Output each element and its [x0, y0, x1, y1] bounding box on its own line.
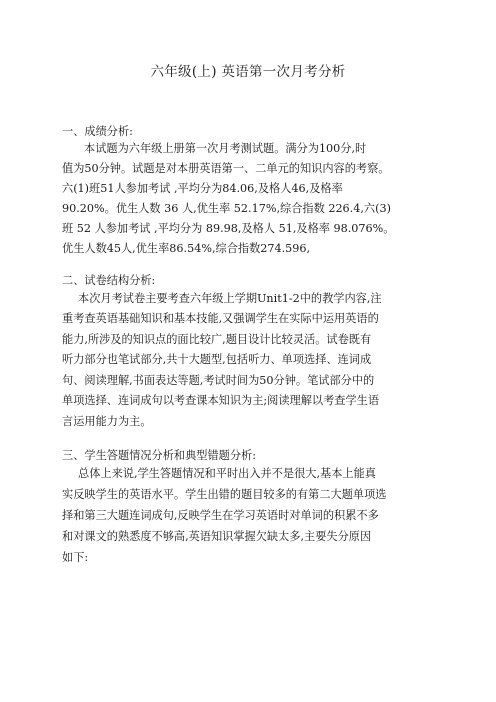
section-heading-answer-analysis: 三、学生答题情况分析和典型错题分析: [62, 449, 256, 462]
paragraph-line: 如下: [62, 551, 89, 564]
paragraph-line: 本次月考试卷主要考查六年级上学期Unit1-2中的教学内容,注 [78, 292, 382, 305]
paragraph-line: 单项选择、连词成句以考查课本知识为主;阅读理解以考查学生语 [62, 394, 380, 407]
paragraph-line: 优生人数45人,优生率86.54%,综合指数274.596, [62, 242, 311, 255]
paragraph-line: 实反映学生的英语水平。学生出错的题目较多的有第二大题单项选 [62, 488, 387, 501]
paragraph-line: 能力,所涉及的知识点的面比较广,题目设计比较灵活。试卷既有 [62, 333, 372, 346]
document-title: 六年级(上) 英语第一次月考分析 [150, 64, 346, 80]
paragraph-line: 句、阅读理解,书面表达等题,考试时间为50分钟。笔试部分中的 [62, 374, 375, 387]
section-heading-score-analysis: 一、成绩分析: [62, 125, 133, 138]
paragraph-line: 和对课文的熟悉度不够高,英语知识掌握欠缺太多,主要失分原因 [62, 530, 372, 543]
paragraph-line: 本试题为六年级上册第一次月考测试题。满分为100分,时 [84, 142, 367, 155]
paragraph-line: 总体上来说,学生答题情况和平时出入并不是很大,基本上能真 [78, 467, 376, 480]
paragraph-line: 重考查英语基础知识和基本技能,又强调学生在实际中运用英语的 [62, 312, 379, 325]
paragraph-line: 90.20%。优生人数 36 人,优生率 52.17%,综合指数 226.4,六(3) [62, 202, 391, 215]
section-heading-structure-analysis: 二、试卷结构分析: [62, 274, 156, 287]
paragraph-line: 择和第三大题连词成句,反映学生在学习英语时对单词的积累不多 [62, 509, 379, 522]
paragraph-line: 言运用能力为主。 [62, 415, 152, 428]
paragraph-line: 班 52 人参加考试 ,平均分为 89.98,及格人 51,及格率 98.076%。 [62, 222, 395, 235]
paragraph-line: 六(1)班51人参加考试 ,平均分为84.06,及格人46,及格率 [62, 182, 343, 195]
paragraph-line: 听力部分也笔试部分,共十大题型,包括听力、单项选择、连词成 [62, 353, 372, 366]
paragraph-line: 值为50分钟。试题是对本册英语第一、二单元的知识内容的考察。 [62, 162, 390, 175]
